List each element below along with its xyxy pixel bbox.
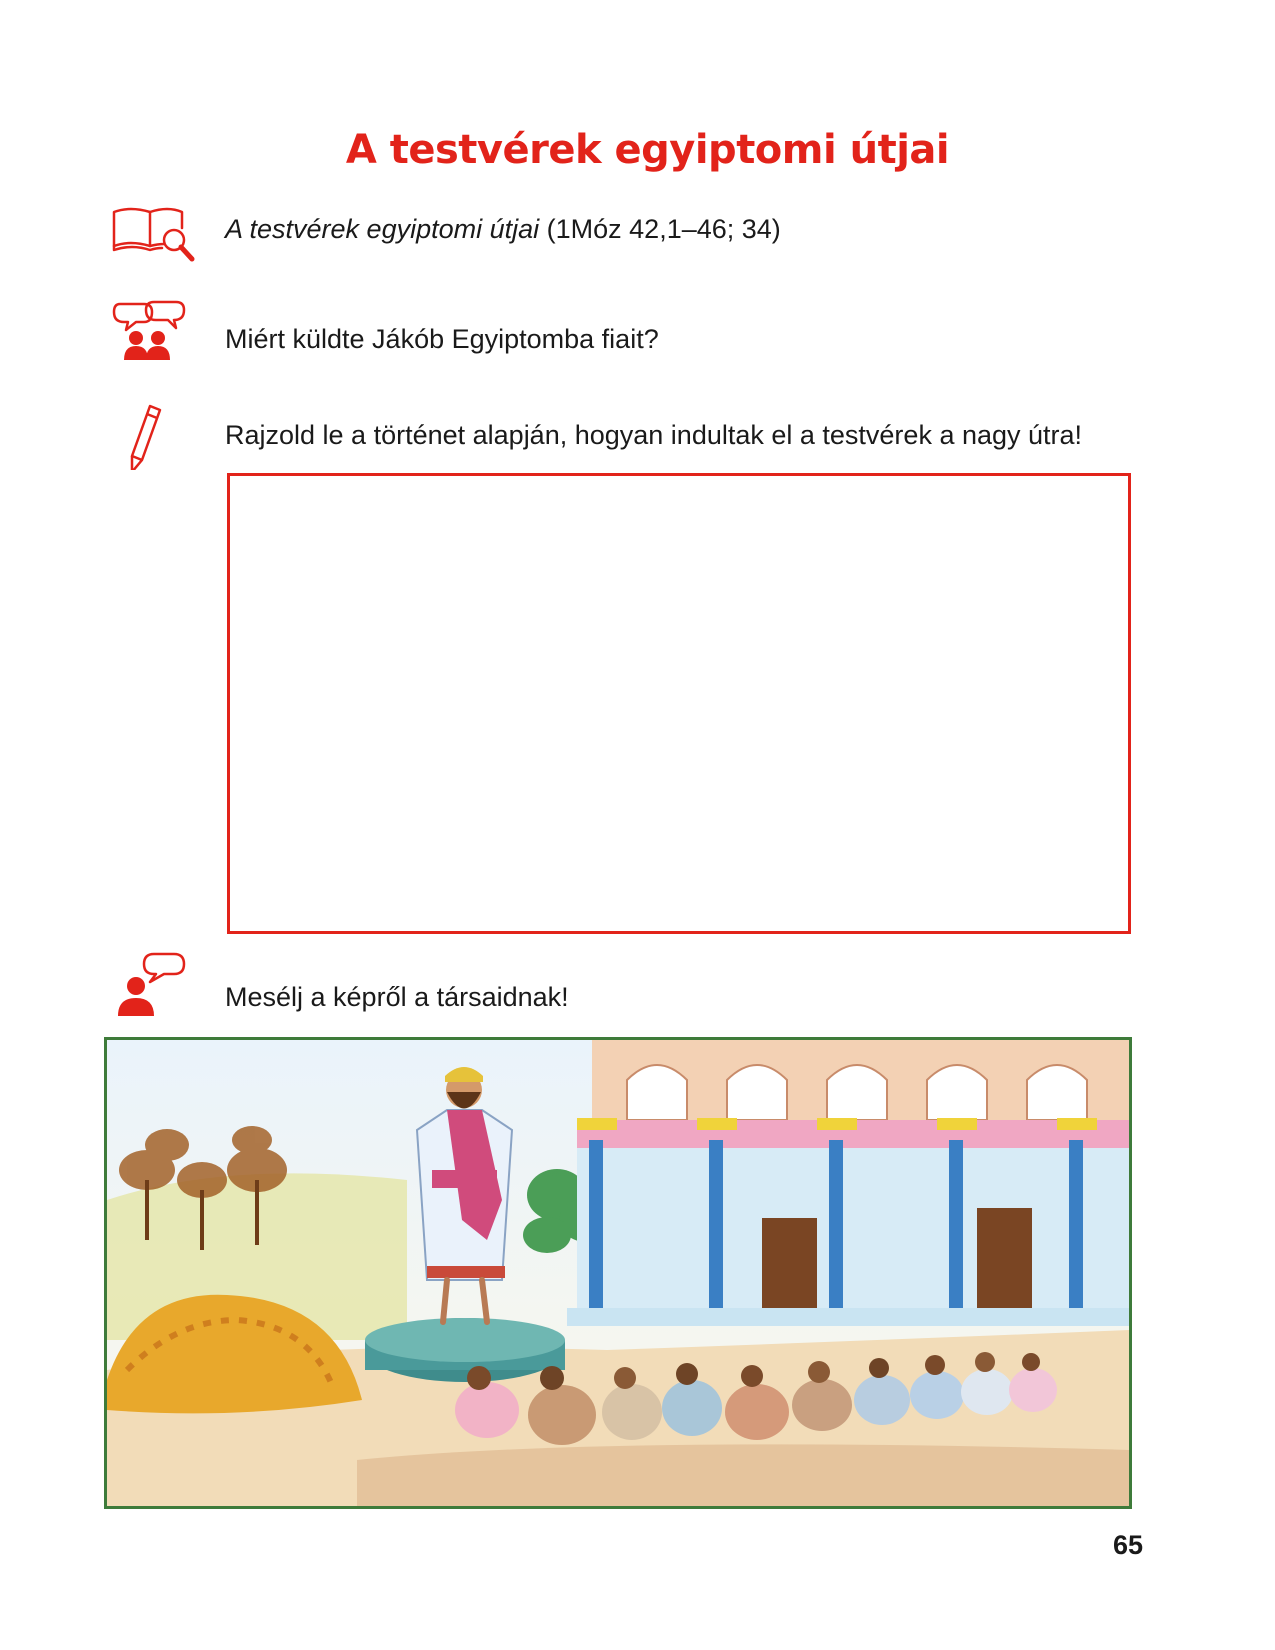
palace xyxy=(567,1040,1129,1326)
story-illustration xyxy=(104,1037,1132,1509)
storytelling-instruction: Mesélj a képről a társaidnak! xyxy=(225,982,569,1012)
pencil-icon xyxy=(110,400,200,470)
drawing-area[interactable] xyxy=(227,473,1131,934)
storytelling-task xyxy=(110,950,1140,1020)
reading-title: A testvérek egyiptomi útjai xyxy=(225,214,540,244)
page-title: A testvérek egyiptomi útjai xyxy=(345,126,950,173)
speaking-person-icon xyxy=(110,950,200,1020)
discussion-task xyxy=(110,298,1140,368)
group-discussion-icon xyxy=(110,298,200,368)
drawing-task xyxy=(110,400,1140,470)
page-number: 65 xyxy=(1112,1530,1143,1560)
drawing-instruction: Rajzold le a történet alapján, hogyan indultak el a testvérek a nagy útra! xyxy=(225,420,1083,450)
book-magnifier-icon xyxy=(110,202,200,272)
discussion-question: Miért küldte Jákób Egyiptomba fiait? xyxy=(225,324,659,354)
bible-reference: (1Móz 42,1–46; 34) xyxy=(539,214,781,244)
reading-task xyxy=(110,202,1140,272)
